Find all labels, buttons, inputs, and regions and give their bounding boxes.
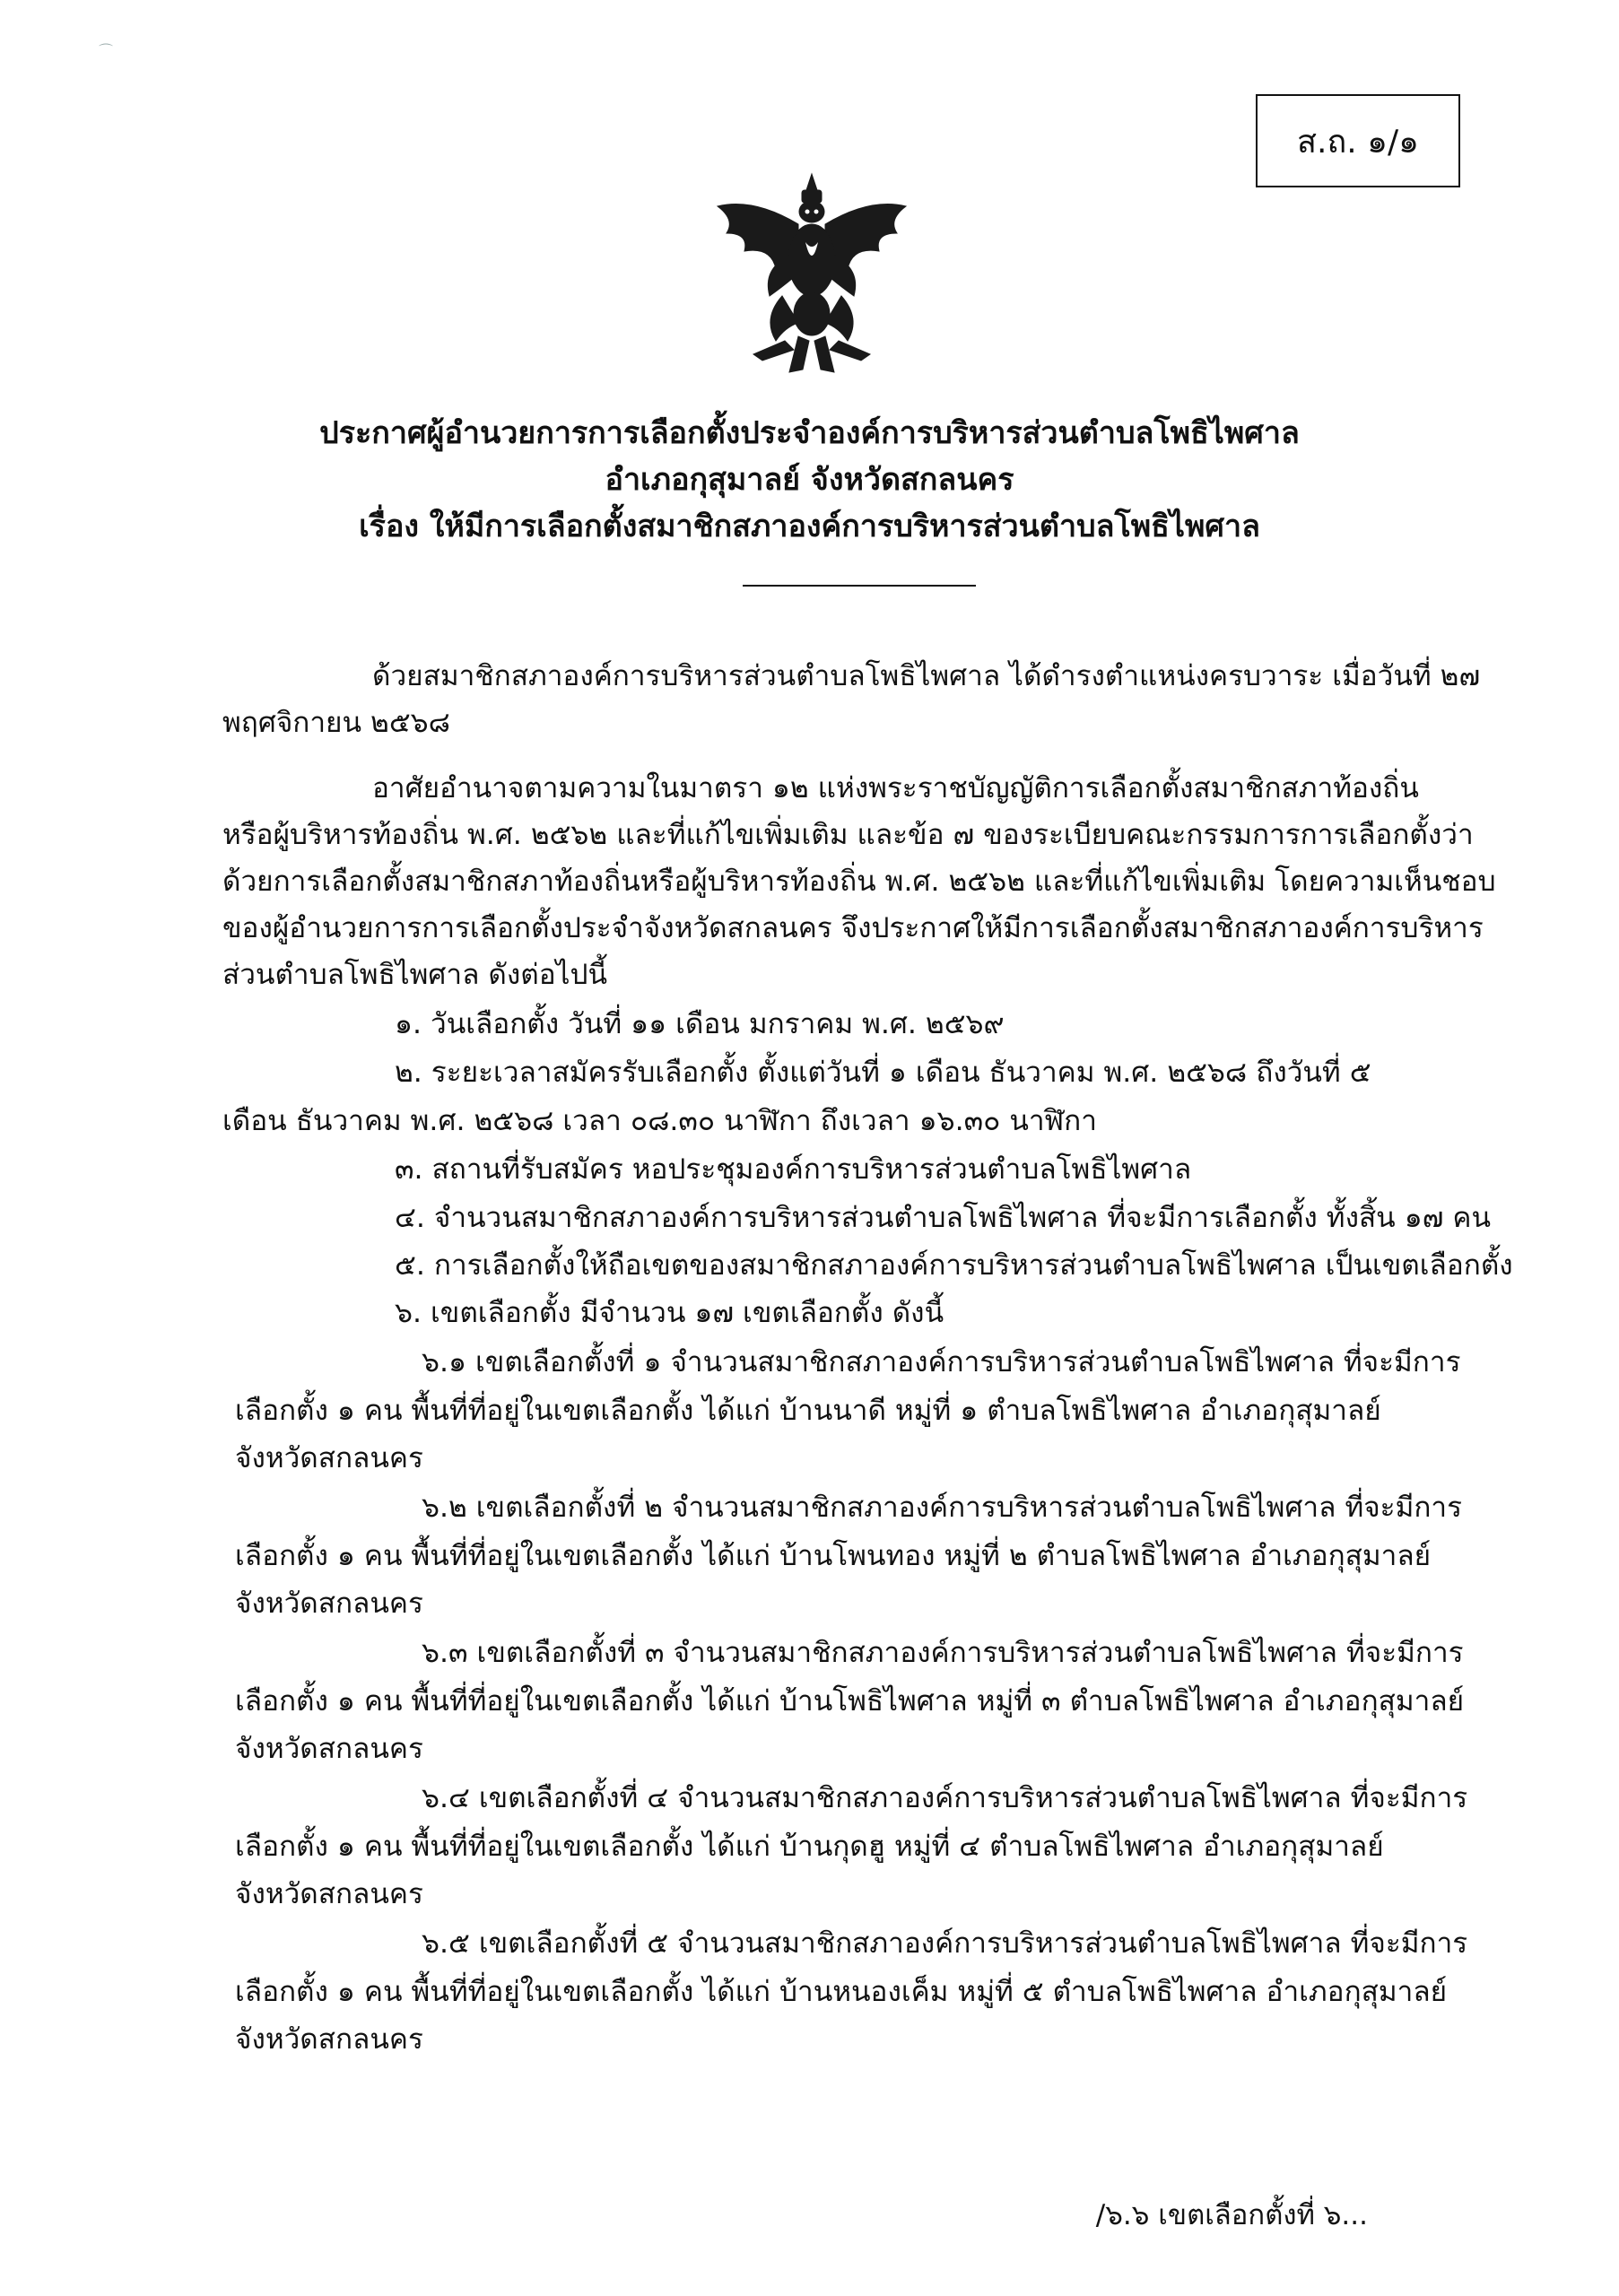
form-code: ส.ถ. ๑/๑ — [1297, 123, 1419, 161]
form-code-box — [1256, 94, 1460, 187]
district-line: จังหวัดสกลนคร — [235, 1733, 423, 1765]
list-item: ๑. วันเลือกตั้ง วันที่ ๑๑ เดือน มกราคม พ.ศ. ๒๕๖๙ — [395, 1008, 1005, 1040]
heading-line-2: อำเภอกุสุมาลย์ จังหวัดสกลนคร — [605, 462, 1014, 498]
continuation-note: /๖.๖ เขตเลือกตั้งที่ ๖... — [1095, 2199, 1368, 2231]
district-line: เลือกตั้ง ๑ คน พื้นที่ที่อยู่ในเขตเลือกตั้ง ได้แก่ บ้านโพธิไพศาล หมู่ที่ ๓ ตำบลโพธิไพศาล อำเภอกุสุมาลย์ — [235, 1685, 1465, 1718]
list-item: เดือน ธันวาคม พ.ศ. ๒๕๖๘ เวลา ๐๘.๓๐ นาฬิกา ถึงเวลา ๑๖.๓๐ นาฬิกา — [222, 1105, 1097, 1137]
district-line: จังหวัดสกลนคร — [235, 2023, 423, 2056]
district-line: จังหวัดสกลนคร — [235, 1442, 423, 1474]
paragraph-line: พฤศจิกายน ๒๕๖๘ — [222, 707, 450, 739]
scan-mark: ⌒ — [99, 42, 114, 59]
list-item: ๖. เขตเลือกตั้ง มีจำนวน ๑๗ เขตเลือกตั้ง ดังนี้ — [395, 1297, 944, 1329]
paragraph-line: ส่วนตำบลโพธิไพศาล ดังต่อไปนี้ — [222, 959, 607, 991]
district-line: ๖.๒ เขตเลือกตั้งที่ ๒ จำนวนสมาชิกสภาองค์การบริหารส่วนตำบลโพธิไพศาล ที่จะมีการ — [422, 1492, 1463, 1524]
heading-line-1: ประกาศผู้อำนวยการการเลือกตั้งประจำองค์การบริหารส่วนตำบลโพธิไพศาล — [319, 415, 1300, 451]
district-line: เลือกตั้ง ๑ คน พื้นที่ที่อยู่ในเขตเลือกตั้ง ได้แก่ บ้านนาดี หมู่ที่ ๑ ตำบลโพธิไพศาล อำเภอกุสุมาลย์ — [235, 1395, 1381, 1427]
paragraph-line: ด้วยการเลือกตั้งสมาชิกสภาท้องถิ่นหรือผู้บริหารท้องถิ่น พ.ศ. ๒๕๖๒ และที่แก้ไขเพิ่มเติม โดยความเห็นชอบ — [222, 865, 1496, 898]
heading-line-3: เรื่อง ให้มีการเลือกตั้งสมาชิกสภาองค์การบริหารส่วนตำบลโพธิไพศาล — [359, 509, 1260, 544]
district-line: ๖.๑ เขตเลือกตั้งที่ ๑ จำนวนสมาชิกสภาองค์การบริหารส่วนตำบลโพธิไพศาล ที่จะมีการ — [422, 1346, 1461, 1378]
garuda-emblem-icon — [700, 170, 924, 377]
district-line: เลือกตั้ง ๑ คน พื้นที่ที่อยู่ในเขตเลือกตั้ง ได้แก่ บ้านกุดฮู หมู่ที่ ๔ ตำบลโพธิไพศาล อำเภอกุสุมาลย์ — [235, 1831, 1384, 1863]
heading-divider — [743, 585, 976, 587]
district-line: ๖.๔ เขตเลือกตั้งที่ ๔ จำนวนสมาชิกสภาองค์การบริหารส่วนตำบลโพธิไพศาล ที่จะมีการ — [422, 1782, 1468, 1814]
district-line: จังหวัดสกลนคร — [235, 1878, 423, 1910]
list-item: ๓. สถานที่รับสมัคร หอประชุมองค์การบริหารส่วนตำบลโพธิไพศาล — [395, 1153, 1192, 1186]
district-line: เลือกตั้ง ๑ คน พื้นที่ที่อยู่ในเขตเลือกตั้ง ได้แก่ บ้านโพนทอง หมู่ที่ ๒ ตำบลโพธิไพศาล อำเภอกุสุมาลย์ — [235, 1540, 1432, 1572]
paragraph-line: ด้วยสมาชิกสภาองค์การบริหารส่วนตำบลโพธิไพศาล ได้ดำรงตำแหน่งครบวาระ เมื่อวันที่ ๒๗ — [372, 660, 1481, 692]
paragraph-line: หรือผู้บริหารท้องถิ่น พ.ศ. ๒๕๖๒ และที่แก้ไขเพิ่มเติม และข้อ ๗ ของระเบียบคณะกรรมการการเลือกตั้งว่า — [222, 819, 1474, 851]
district-line: เลือกตั้ง ๑ คน พื้นที่ที่อยู่ในเขตเลือกตั้ง ได้แก่ บ้านหนองเค็ม หมู่ที่ ๕ ตำบลโพธิไพศาล อำเภอกุสุมาลย์ — [235, 1976, 1448, 2008]
list-item: ๔. จำนวนสมาชิกสภาองค์การบริหารส่วนตำบลโพธิไพศาล ที่จะมีการเลือกตั้ง ทั้งสิ้น ๑๗ คน — [395, 1202, 1492, 1234]
district-line: ๖.๕ เขตเลือกตั้งที่ ๕ จำนวนสมาชิกสภาองค์การบริหารส่วนตำบลโพธิไพศาล ที่จะมีการ — [422, 1927, 1468, 1960]
district-line: ๖.๓ เขตเลือกตั้งที่ ๓ จำนวนสมาชิกสภาองค์การบริหารส่วนตำบลโพธิไพศาล ที่จะมีการ — [422, 1637, 1464, 1669]
district-line: จังหวัดสกลนคร — [235, 1587, 423, 1620]
list-item: ๕. การเลือกตั้งให้ถือเขตของสมาชิกสภาองค์การบริหารส่วนตำบลโพธิไพศาล เป็นเขตเลือกตั้ง — [395, 1249, 1513, 1282]
paragraph-line: ของผู้อำนวยการการเลือกตั้งประจำจังหวัดสกลนคร จึงประกาศให้มีการเลือกตั้งสมาชิกสภาองค์การบริหาร — [222, 912, 1484, 944]
list-item: ๒. ระยะเวลาสมัครรับเลือกตั้ง ตั้งแต่วันที่ ๑ เดือน ธันวาคม พ.ศ. ๒๕๖๘ ถึงวันที่ ๕ — [395, 1057, 1371, 1089]
paragraph-line: อาศัยอำนาจตามความในมาตรา ๑๒ แห่งพระราชบัญญัติการเลือกตั้งสมาชิกสภาท้องถิ่น — [372, 772, 1419, 804]
